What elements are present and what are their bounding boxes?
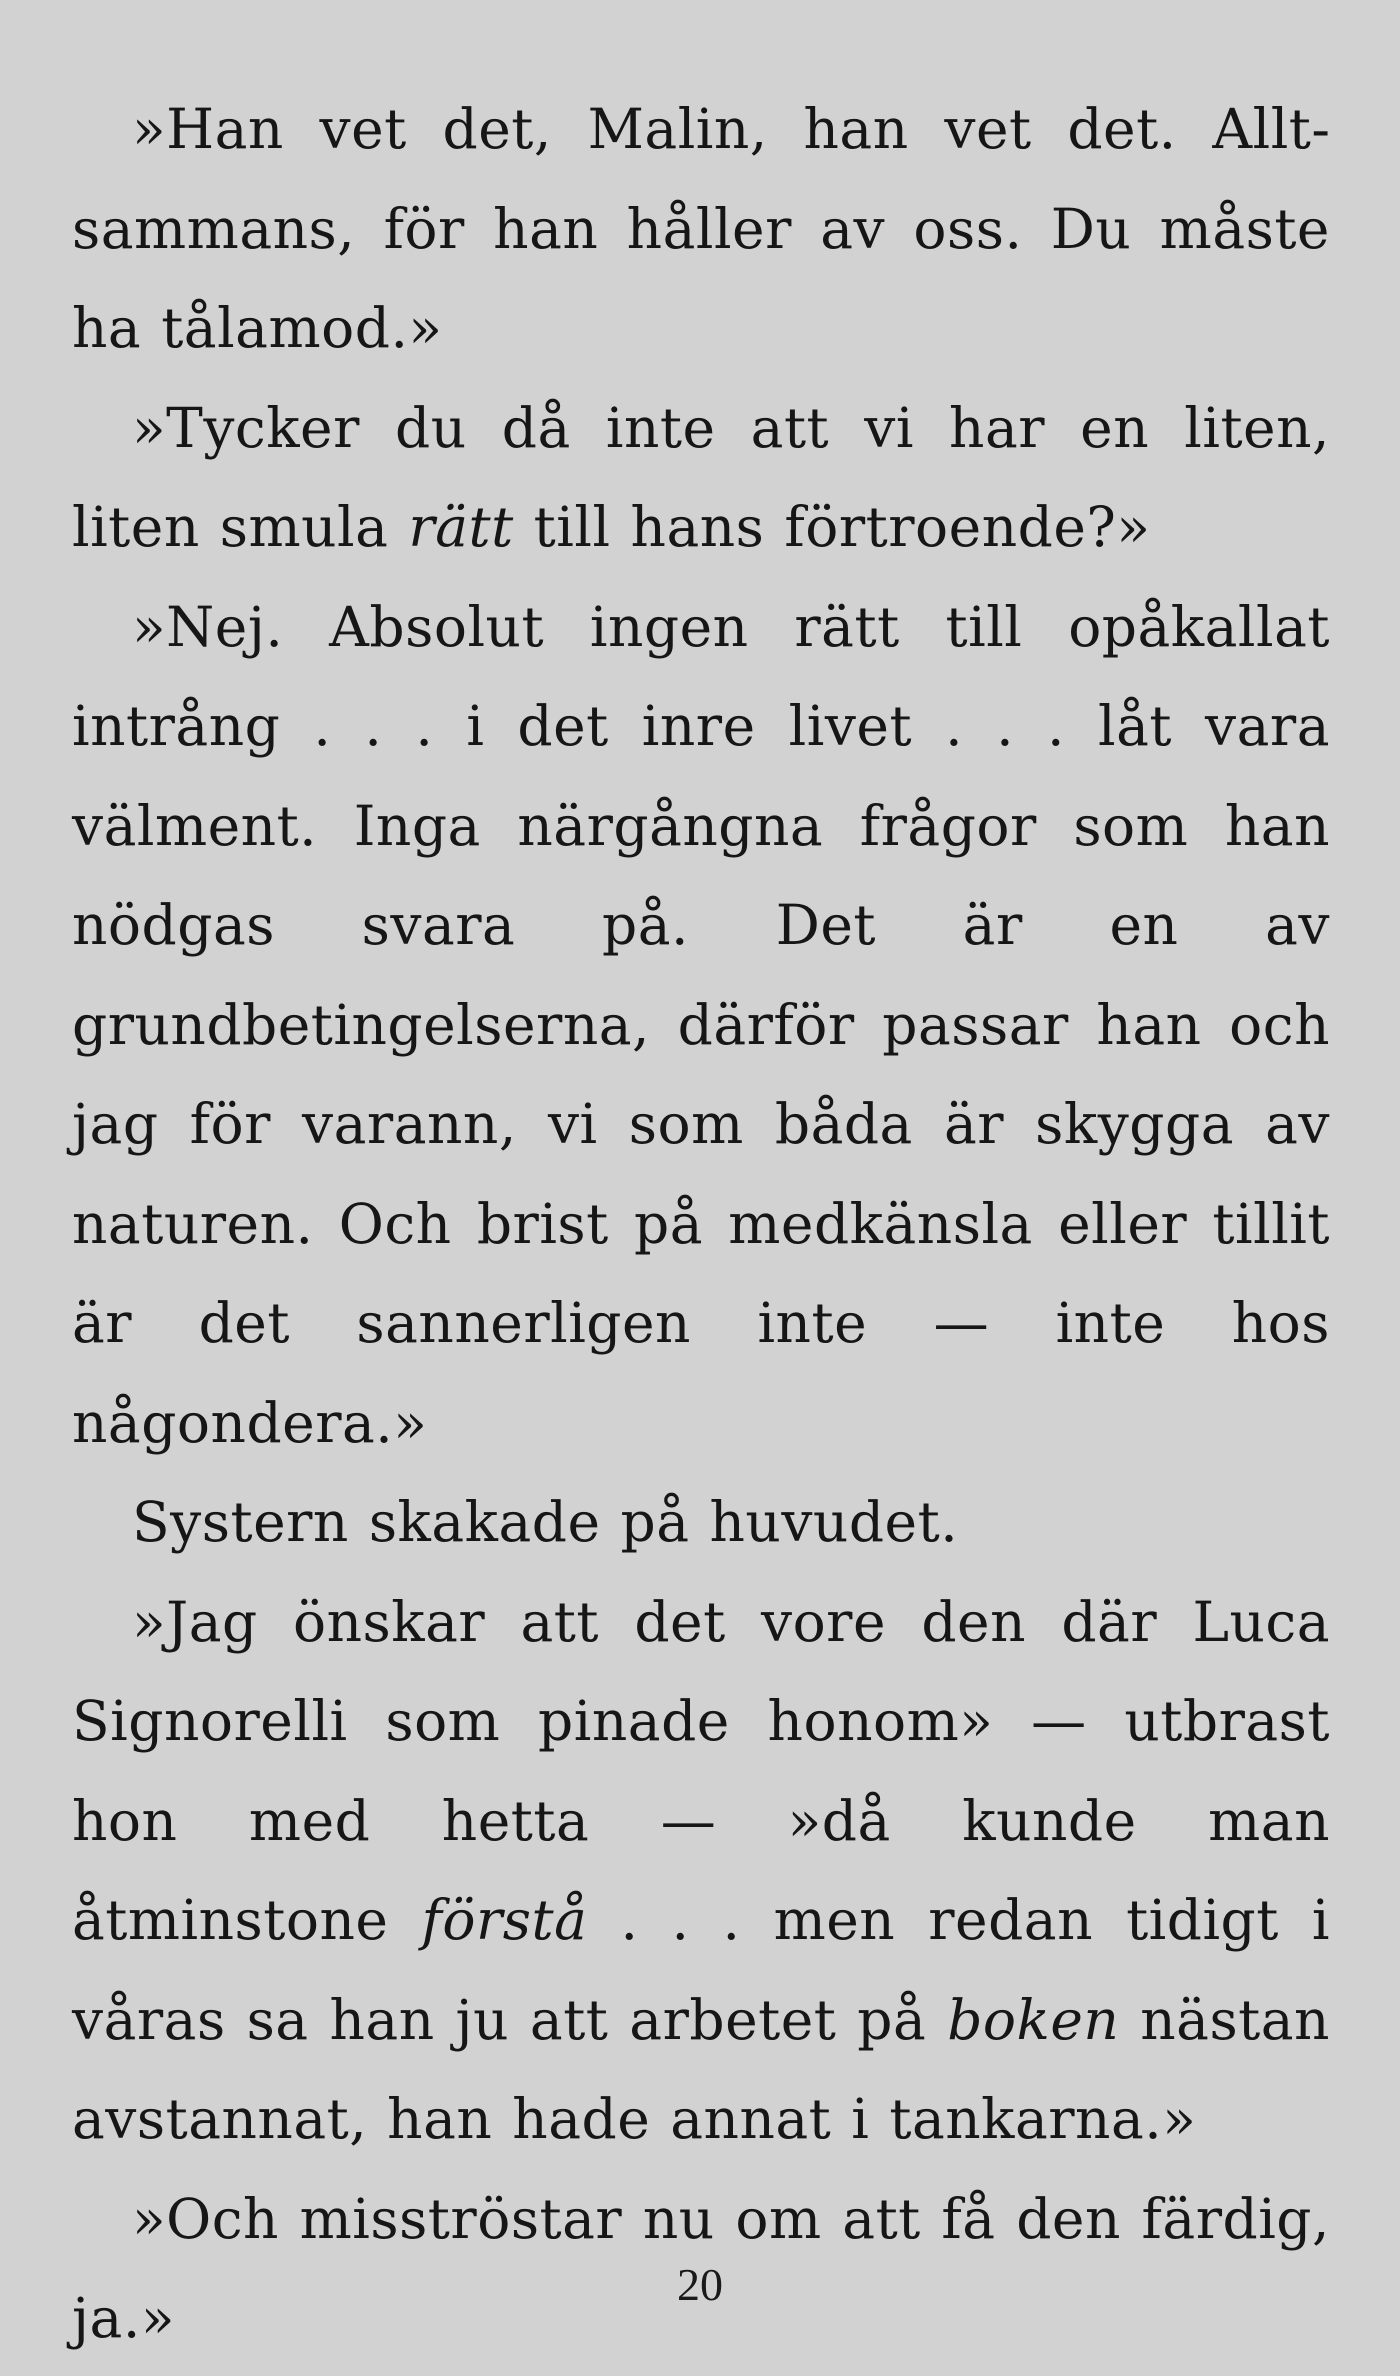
paragraph: »Han vet det, Malin, han vet det. Alltsammans, för han håller av oss. Du måste ha tålamod.»	[72, 97, 1330, 360]
paragraph: »Nej. Absolut ingen rätt till opåkallat intrång . . . i det inre livet . . . låt vara välment. Inga närgångna frågor som han nödgas svara på. Det är en av grundbetingelserna, därför passar han och jag för varann, vi som båda är skygga av naturen. Och brist på medkänsla eller tillit är det sannerligen inte — inte hos någondera.»	[72, 594, 1330, 1455]
book-page	[72, 80, 1331, 2350]
paragraph: »Och misströstar nu om att få den färdig, ja.»	[72, 2186, 1330, 2350]
body-text	[72, 80, 1330, 2369]
paragraph: »Tycker du då inte att vi har en liten, liten smula rätt till hans förtroende?»	[72, 395, 1330, 559]
page-number: 20	[677, 2259, 723, 2310]
paragraph: Systern skakade på huvudet.	[132, 1490, 959, 1554]
emphasis: förstå	[421, 1888, 588, 1952]
paragraph: »Jag önskar att det vore den där Luca Signorelli som pinade honom» — utbrast hon med hetta — »då kunde man åtminstone förstå . . . men redan tidigt i våras sa han ju att arbetet på boken nästan avstannat, han hade annat i tankarna.»	[72, 1589, 1331, 2151]
emphasis: rätt	[408, 495, 514, 559]
emphasis: boken	[947, 1987, 1120, 2052]
